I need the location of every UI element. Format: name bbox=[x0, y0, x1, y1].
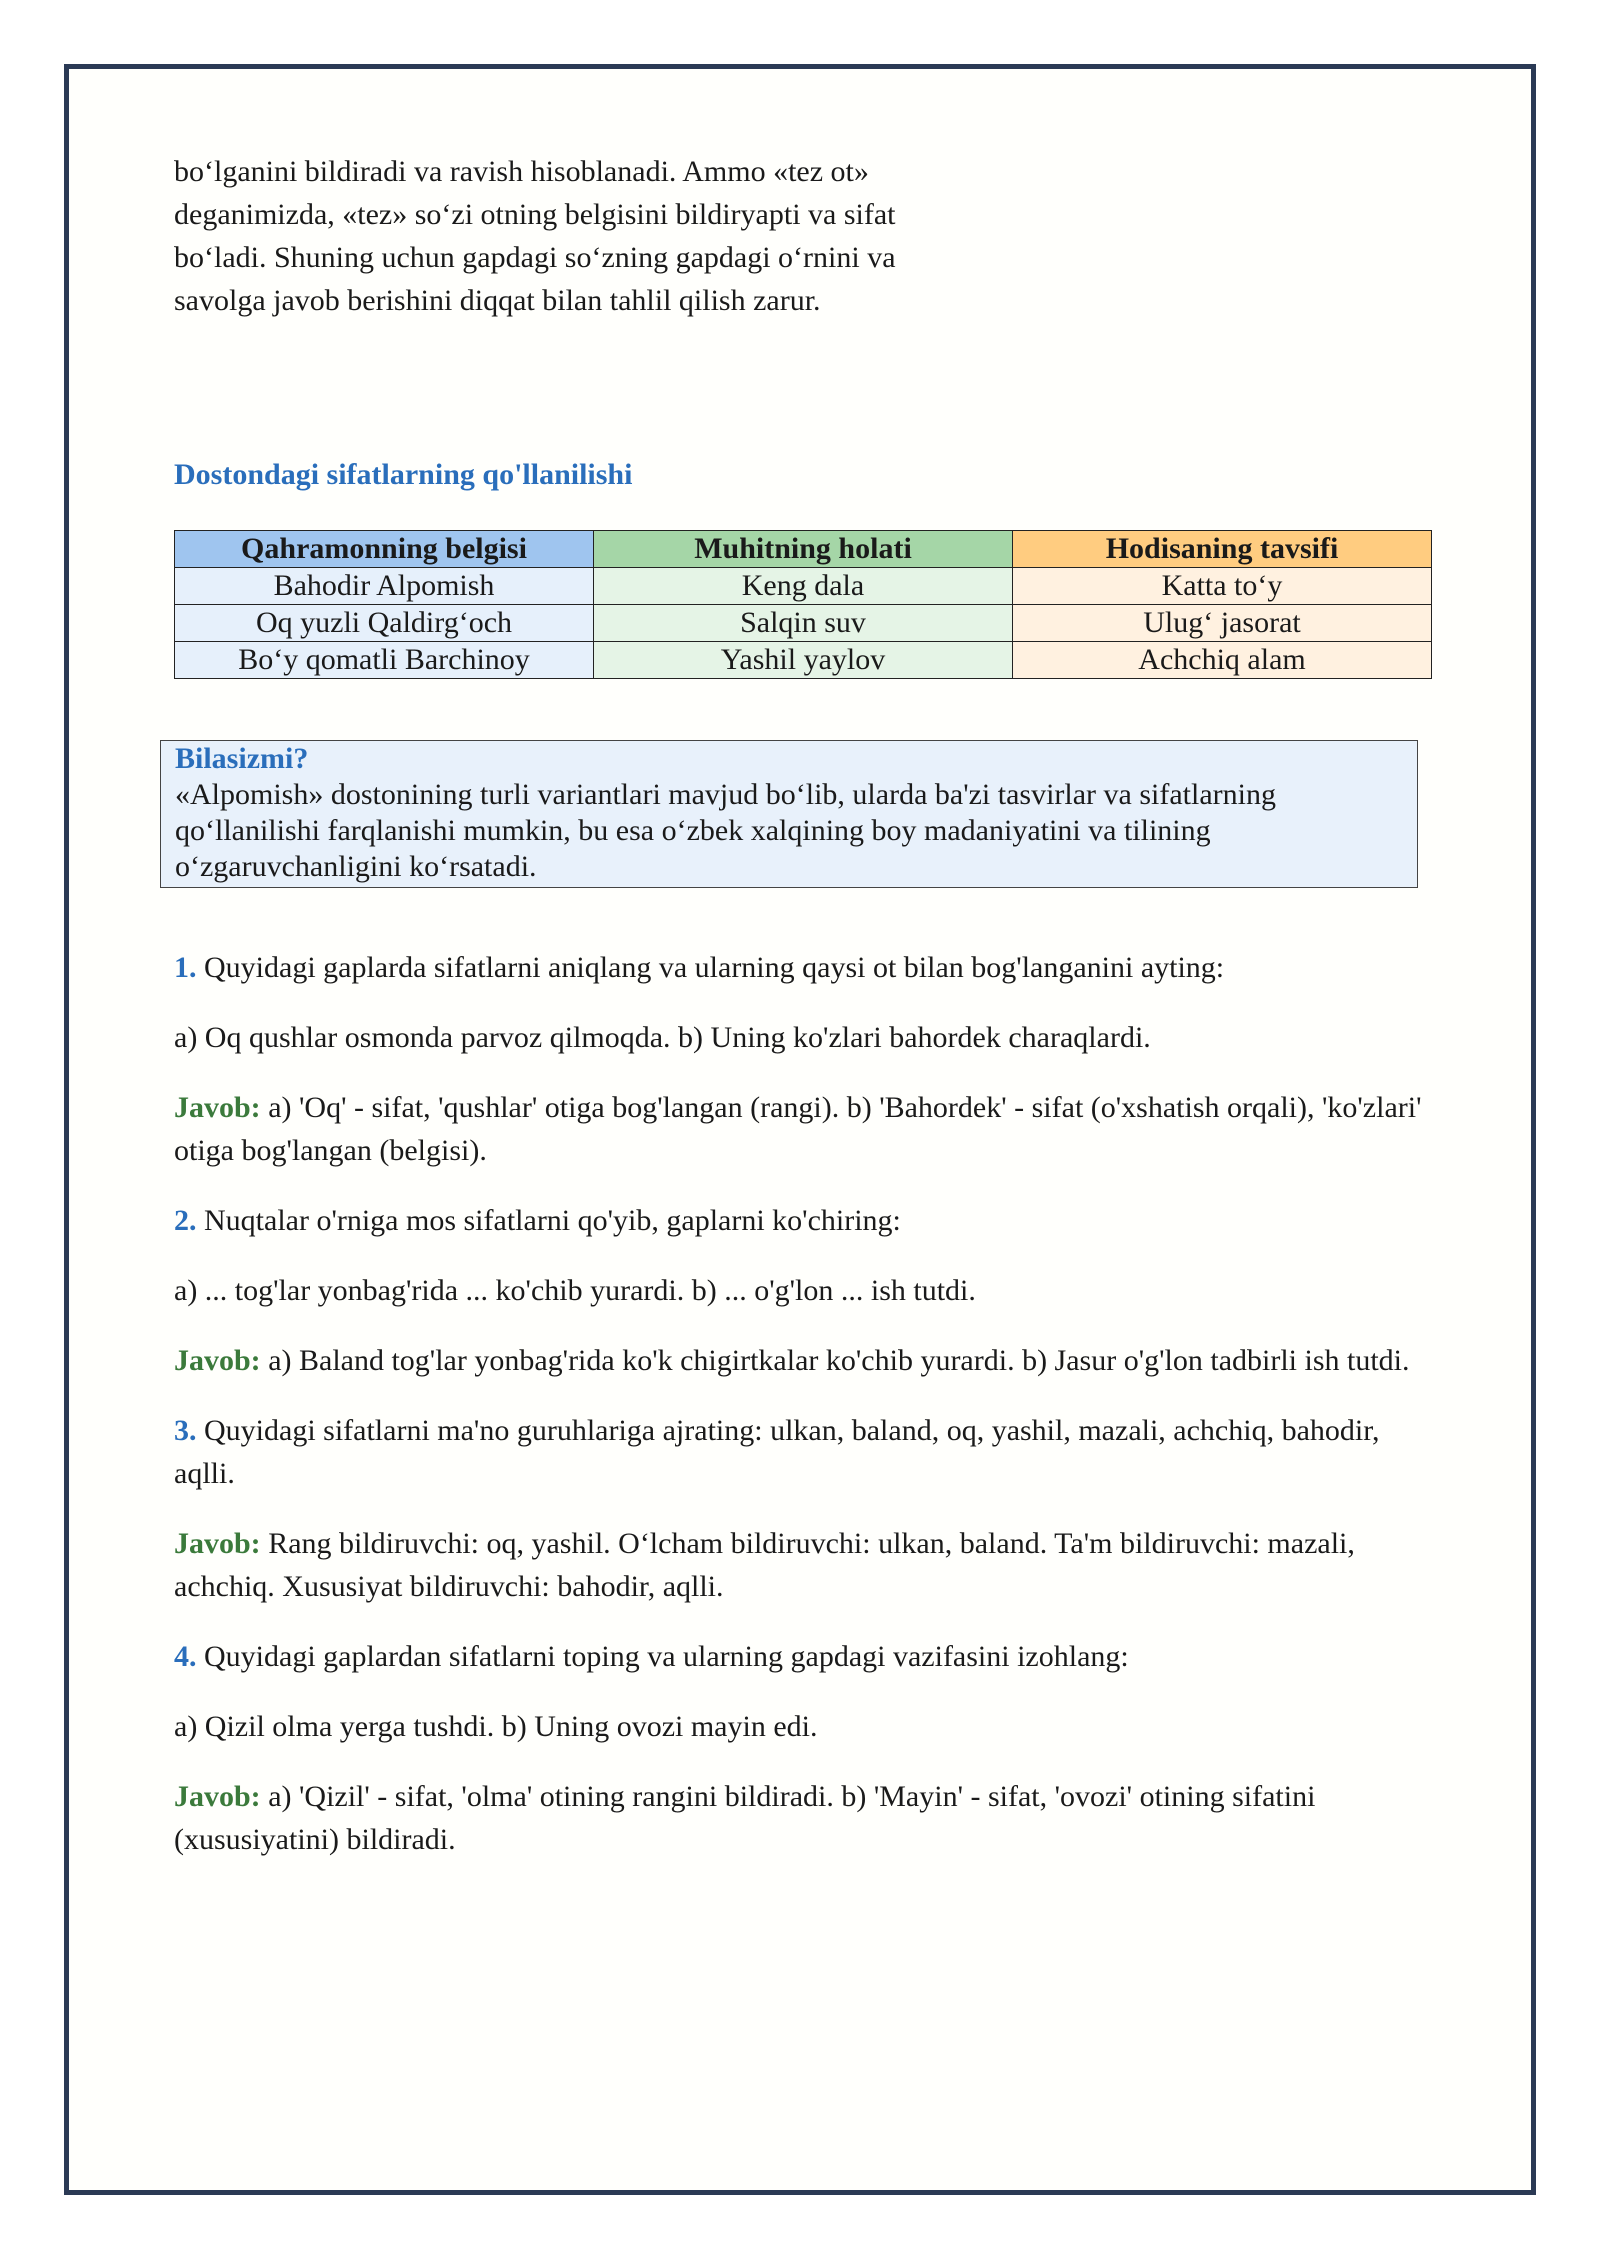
did-you-know-box bbox=[160, 740, 1418, 888]
exercise-task-text: Nuqtalar o'rniga mos sifatlarni qo'yib, gaplarni ko'chiring: bbox=[204, 1204, 901, 1237]
exercise-answer bbox=[174, 1522, 1434, 1608]
did-you-know-text: «Alpomish» dostonining turli variantlari mavjud bo‘lib, ularda ba'zi tasvirlar va sifatlarning qo‘llanilishi farqlanishi mumkin, bu esa o‘zbek xalqining boy madaniyatini va tilining o‘zgaruvchanligini ko‘rsatadi. bbox=[175, 778, 1276, 883]
exercise-task-text: Quyidagi sifatlarni ma'no guruhlariga ajrating: ulkan, baland, oq, yashil, mazali, achchiq, bahodir, aqlli. bbox=[174, 1414, 1380, 1490]
table-row bbox=[175, 605, 1432, 642]
table-cell: Katta to‘y bbox=[1013, 568, 1432, 605]
table-header: Hodisaning tavsifi bbox=[1013, 531, 1432, 568]
table-cell: Bo‘y qomatli Barchinoy bbox=[175, 642, 594, 679]
did-you-know-title: Bilasizmi? bbox=[175, 742, 309, 775]
table-cell: Oq yuzli Qaldirg‘och bbox=[175, 605, 594, 642]
exercise-task bbox=[174, 1199, 1434, 1242]
exercise-example: a) Qizil olma yerga tushdi. b) Uning ovozi mayin edi. bbox=[174, 1710, 818, 1743]
table-row bbox=[175, 642, 1432, 679]
table-cell: Yashil yaylov bbox=[594, 642, 1013, 679]
answer-label: Javob: bbox=[174, 1527, 261, 1560]
answer-text: Rang bildiruvchi: oq, yashil. O‘lcham bildiruvchi: ulkan, baland. Ta'm bildiruvchi: mazali, achchiq. Xususiyat bildiruvchi: bahodir, aqlli. bbox=[174, 1527, 1355, 1603]
exercise-number: 4. bbox=[174, 1640, 197, 1673]
exercise-answer bbox=[174, 1339, 1434, 1382]
exercise-task bbox=[174, 1635, 1434, 1678]
intro-paragraph: bo‘lganini bildiradi va ravish hisoblanadi. Ammo «tez ot» deganimizda, «tez» so‘zi otning belgisini bildiryapti va sifat bo‘ladi. Shuning uchun gapdagi so‘zning gapdagi o‘rnini va savolga javob berishini diqqat bilan tahlil qilish zarur. bbox=[174, 155, 896, 317]
exercise-task bbox=[174, 946, 1434, 989]
table-header-row bbox=[175, 531, 1432, 568]
exercises-section bbox=[174, 946, 1434, 1888]
adjectives-table bbox=[174, 530, 1432, 679]
table-cell: Ulug‘ jasorat bbox=[1013, 605, 1432, 642]
exercise-answer bbox=[174, 1086, 1434, 1172]
answer-text: a) 'Oq' - sifat, 'qushlar' otiga bog'langan (rangi). b) 'Bahordek' - sifat (o'xshatish orqali), 'ko'zlari' otiga bog'langan (belgisi). bbox=[174, 1091, 1422, 1167]
exercise-number: 2. bbox=[174, 1204, 197, 1237]
exercise-number: 1. bbox=[174, 951, 197, 984]
answer-text: a) Baland tog'lar yonbag'rida ko'k chigirtkalar ko'chib yurardi. b) Jasur o'g'lon tadbirli ish tutdi. bbox=[268, 1344, 1410, 1377]
answer-label: Javob: bbox=[174, 1344, 261, 1377]
page-content bbox=[174, 150, 1434, 1856]
table-header: Qahramonning belgisi bbox=[175, 531, 594, 568]
table-row bbox=[175, 568, 1432, 605]
table-cell: Salqin suv bbox=[594, 605, 1013, 642]
exercise-example: a) ... tog'lar yonbag'rida ... ko'chib yurardi. b) ... o'g'lon ... ish tutdi. bbox=[174, 1274, 976, 1307]
table-cell: Achchiq alam bbox=[1013, 642, 1432, 679]
answer-label: Javob: bbox=[174, 1780, 261, 1813]
exercise-example: a) Oq qushlar osmonda parvoz qilmoqda. b) Uning ko'zlari bahordek charaqlardi. bbox=[174, 1021, 1151, 1054]
exercise-number: 3. bbox=[174, 1414, 197, 1447]
table-header: Muhitning holati bbox=[594, 531, 1013, 568]
table-cell: Keng dala bbox=[594, 568, 1013, 605]
table-cell: Bahodir Alpomish bbox=[175, 568, 594, 605]
exercise-task-text: Quyidagi gaplardan sifatlarni toping va ularning gapdagi vazifasini izohlang: bbox=[204, 1640, 1129, 1673]
exercise-task-text: Quyidagi gaplarda sifatlarni aniqlang va ularning qaysi ot bilan bog'langanini ayting: bbox=[204, 951, 1225, 984]
answer-label: Javob: bbox=[174, 1091, 261, 1124]
exercise-answer bbox=[174, 1775, 1434, 1861]
exercise-task bbox=[174, 1409, 1434, 1495]
answer-text: a) 'Qizil' - sifat, 'olma' otining rangini bildiradi. b) 'Mayin' - sifat, 'ovozi' otining sifatini (xususiyatini) bildiradi. bbox=[174, 1780, 1316, 1856]
section-heading: Dostondagi sifatlarning qo'llanilishi bbox=[174, 458, 633, 491]
